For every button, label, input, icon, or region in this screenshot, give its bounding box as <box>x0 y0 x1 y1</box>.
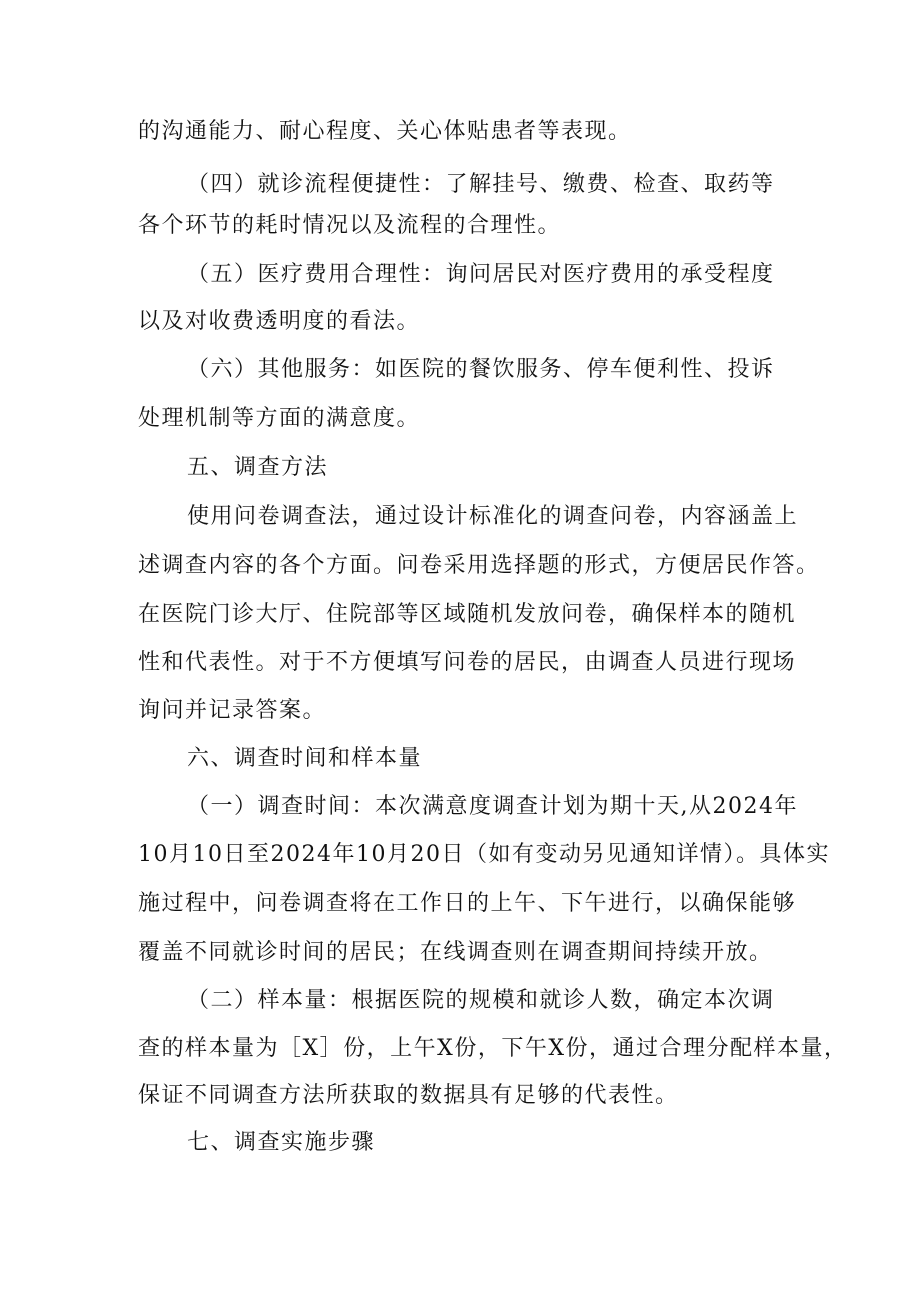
text-line: 施过程中，问卷调查将在工作日的上午、下午进行，以确保能够 <box>138 891 797 916</box>
text-line: 覆盖不同就诊时间的居民；在线调查则在调查期间持续开放。 <box>138 940 773 965</box>
text-line: 询问并记录答案。 <box>138 698 327 723</box>
text-line: 述调查内容的各个方面。问卷采用选择题的形式，方便居民作答。 <box>138 553 820 578</box>
text-line: 处理机制等方面的满意度。 <box>138 406 421 431</box>
text-line: （四）就诊流程便捷性：了解挂号、缴费、检查、取药等 <box>187 172 775 197</box>
text-line: 使用问卷调查法，通过设计标准化的调查问卷，内容涵盖上 <box>187 504 799 529</box>
text-line: （二）样本量：根据医院的规模和就诊人数，确定本次调 <box>187 988 775 1013</box>
section-heading: 六、调查时间和样本量 <box>187 746 423 771</box>
text-line: 性和代表性。对于不方便填写问卷的居民，由调查人员进行现场 <box>138 650 797 675</box>
section-heading: 七、调查实施步骤 <box>187 1130 376 1155</box>
text-line: 以及对收费透明度的看法。 <box>138 309 421 334</box>
text-line: 在医院门诊大厅、住院部等区域随机发放问卷，确保样本的随机 <box>138 602 797 627</box>
text-line: 各个环节的耗时情况以及流程的合理性。 <box>138 213 562 238</box>
text-line: 查的样本量为［X］份，上午X份，下午X份，通过合理分配样本量， <box>138 1036 848 1061</box>
section-heading: 五、调查方法 <box>187 455 329 480</box>
text-line: 10月10日至2024年10月20日（如有变动另见通知详情）。具体实 <box>138 842 830 867</box>
text-line: （五）医疗费用合理性：询问居民对医疗费用的承受程度 <box>187 262 775 287</box>
text-line: （一）调查时间：本次满意度调查计划为期十天,从2024年 <box>187 794 798 819</box>
text-line: （六）其他服务：如医院的餐饮服务、停车便利性、投诉 <box>187 357 775 382</box>
text-line: 的沟通能力、耐心程度、关心体贴患者等表现。 <box>138 119 632 144</box>
text-line: 保证不同调查方法所获取的数据具有足够的代表性。 <box>138 1083 679 1108</box>
